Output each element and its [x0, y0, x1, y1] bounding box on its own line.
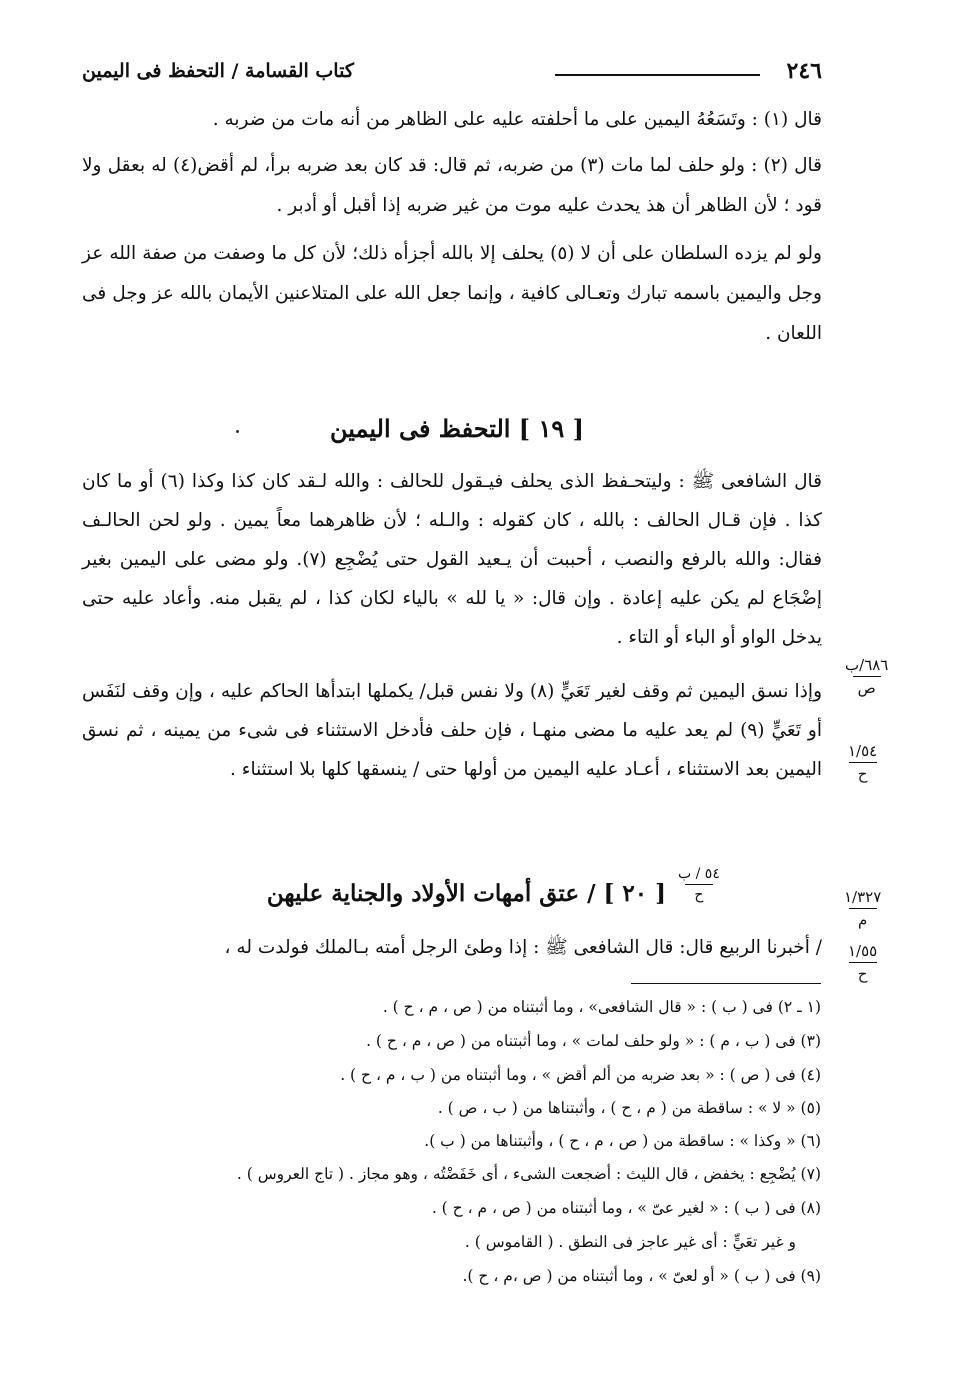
margin-note-1-bar: [853, 676, 881, 677]
footnote: (٨) فى ( ب ) : « لغير عىّ » ، وما أثبتناه من ( ص ، م ، ح ) .: [431, 1199, 821, 1217]
margin-note-2-bottom: ح: [857, 765, 868, 783]
margin-note-2-bar: [849, 762, 877, 763]
margin-note-4: [848, 942, 877, 983]
section-19-paragraph-2: وإذا نسق اليمين ثم وقف لغير تَعَيٍّ (٨) ولا نفس قبل/ يكملها ابتدأها الحاكم عليه ، وإن وقف لنَفَس أو تَعَيٍّ (٩) لم يعد عليه ما مضى منهـا ، فإن حلف فأدخل الاستثناء فى شىء من يمينه ، ثم نسق اليمين بعد الاستثناء ، أعـاد عليه اليمين من أولها حتى / ينسقها كلها بلا استثناء .: [82, 681, 822, 780]
margin-note-3: [844, 888, 881, 929]
footnote: (١ ـ ٢) فى ( ب ) : « قال الشافعى» ، وما أثبتناه من ( ص ، م ، ح ) .: [382, 998, 821, 1016]
paragraph-2: قال (٢) : ولو حلف لما مات (٣) من ضربه، ثم قال: قد كان بعد ضربه برأ، لم أقض(٤) له بعقل ولا قود ؛ لأن الظاهر أن هذ يحدث عليه موت من غير ضربه إذا أقبل أو أدبر .: [82, 155, 822, 216]
margin-note-1: [845, 656, 888, 697]
margin-note-4-bottom: ح: [857, 965, 868, 983]
footnote: (٣) فى ( ب ، م ) : « ولو حلف لمات » ، وما أثبتناه من ( ص ، م ، ح ) .: [366, 1032, 821, 1050]
section-20-title: [ ٢٠ ] / عتق أمهات الأولاد والجناية عليهن: [266, 880, 666, 907]
margin-note-3-bar: [849, 908, 877, 909]
footnote: (٤) فى ( ص ) : « بعد ضربه من ألم أقض » ، وما أثبتناه من ( ب ، م ، ح ) .: [340, 1066, 821, 1084]
footnote: و غير تعَيٍّ : أى غير عاجز فى النطق . ( القاموس ) .: [464, 1233, 796, 1251]
section-19-title: [ ١٩ ] التحفظ فى اليمين: [330, 414, 584, 443]
paragraph-3: ولو لم يزده السلطان على أن لا (٥) يحلف إلا بالله أجزأه ذلك؛ لأن كل ما وصفت من صفة الله عز وجل واليمين باسمه تبارك وتعـالى كافية ، وإنما جعل الله على المتلاعنين الأيمان بالله عز وجل فى اللعان .: [82, 243, 822, 344]
margin-note-2: [848, 742, 877, 783]
margin-note-3-bottom: م: [857, 911, 868, 929]
page-header: [82, 58, 822, 88]
paragraph-1: قال (١) : وتَسَعُهُ اليمين على ما أحلفته عليه على الظاهر من أنه مات من ضربه .: [212, 109, 822, 130]
footnote: (٩) فى ( ب ) « أو لعىّ » ، وما أثبتناه من ( ص ،م ، ح ).: [462, 1267, 821, 1285]
footnote-rule: [631, 983, 821, 984]
section-19-paragraph-1: قال الشافعى ﷺ : وليتحـفظ الذى يحلف فيـقول للحالف : والله لـقد كان كذا وكذا (٦) أو ما كان كذا . فإن قـال الحالف : بالله ، كان كقوله : والـله ؛ لأن ظاهرهما معاً يمين . ولو لحن الحالـف فقال: والله بالرفع والنصب ، أحببت أن يـعيد القول حتى يُضْجِع (٧). ولو مضى على اليمين بغير إضْجَاع لم يكن عليه إعادة . وإن قال: « يا لله » بالياء لكان كذا ، لم يقبل منه. وأعاد عليه حتى يدخل الواو أو الباء أو التاء .: [82, 471, 822, 648]
margin-note-1-bottom: ص: [857, 679, 876, 697]
section-20-folio: [678, 866, 720, 903]
margin-note-1-top: ٦٨٦/ب: [845, 656, 889, 674]
section-20-folio-top: ٥٤ / ب: [678, 866, 720, 882]
margin-note-2-top: ١/٥٤: [848, 742, 878, 760]
section-20-folio-bar: [685, 884, 713, 885]
footnote: (٧) يُضْجِع : يخفض ، قال الليث : أضجعت الشىء ، أى خَفَضْتُه ، وهو مجاز . ( تاج العروس ) .: [236, 1165, 821, 1183]
running-title: كتاب القسامة / التحفظ فى اليمين: [82, 60, 354, 82]
margin-note-4-top: ١/٥٥: [848, 942, 878, 960]
header-rule: [555, 74, 760, 76]
speck: [236, 430, 239, 433]
margin-note-3-top: ١/٣٢٧: [844, 888, 882, 906]
section-20-folio-bottom: ح: [694, 887, 704, 903]
margin-note-4-bar: [849, 962, 877, 963]
footnote: (٥) « لا » : ساقطة من ( م ، ح ) ، وأثبتناها من ( ب ، ص ) .: [437, 1099, 821, 1117]
footnote: (٦) « وكذا » : ساقطة من ( ص ، م ، ح ) ، وأثبتناها من ( ب ).: [424, 1132, 821, 1150]
section-20-paragraph-1: / أخبرنا الربيع قال: قال الشافعى ﷺ : إذا وطئ الرجل أمته بـالملك فولدت له ،: [224, 937, 822, 958]
page-number: ٢٤٦: [786, 58, 822, 84]
